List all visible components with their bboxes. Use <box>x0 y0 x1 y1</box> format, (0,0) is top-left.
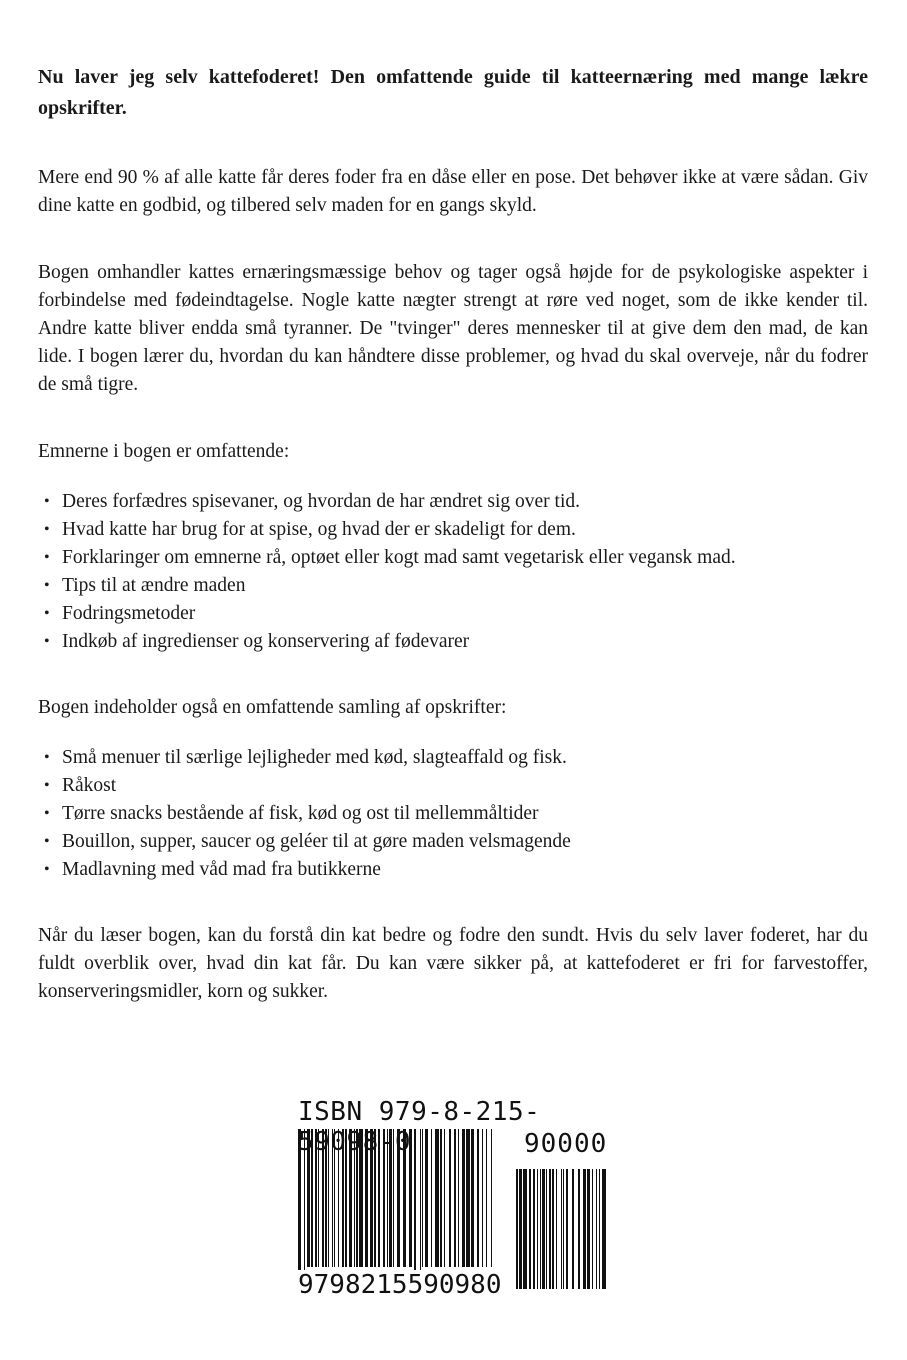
isbn-label: ISBN 979-8-215-59098-0 <box>298 1097 541 1157</box>
list-item-text: Deres forfædres spisevaner, og hvordan de har ændret sig over tid. <box>62 491 580 512</box>
bullet-icon: • <box>44 549 50 566</box>
bullet-icon: • <box>44 777 50 794</box>
intro-paragraph: Mere end 90 % af alle katte får deres foder fra en dåse eller en pose. Det behøver ikke at være sådan. Giv dine katte en godbid, og tilbered selv maden for en gangs skyld. <box>38 167 868 216</box>
barcode-bar <box>540 1169 541 1289</box>
recipe-item <box>38 828 868 856</box>
barcode-bar <box>549 1169 551 1289</box>
back-cover-text <box>38 62 868 1045</box>
topics-heading: Emnerne i bogen er omfattende: <box>38 441 290 462</box>
barcode-bar <box>556 1169 557 1289</box>
barcode-bar <box>365 1129 368 1267</box>
barcode-bar <box>374 1129 376 1267</box>
barcode-bar <box>345 1129 347 1267</box>
barcode-bar <box>315 1129 317 1267</box>
bullet-icon: • <box>44 749 50 766</box>
barcode-bar <box>342 1129 344 1267</box>
bullet-icon: • <box>44 861 50 878</box>
barcode-bar <box>466 1129 470 1267</box>
bullet-icon: • <box>44 805 50 822</box>
topic-item <box>38 488 868 516</box>
barcode-bar <box>420 1129 421 1279</box>
barcode-bar <box>523 1169 527 1289</box>
bullet-icon: • <box>44 605 50 622</box>
closing-paragraph: Når du læser bogen, kan du forstå din kat bedre og fodre den sundt. Hvis du selv laver foderet, har du fuldt overblik over, hvad din kat får. Du kan være sikker på, at kattefoderet er fri for farvestoffer, konserveringsmidler, korn og sukker. <box>38 925 868 1002</box>
bullet-icon: • <box>44 833 50 850</box>
list-item-text: Hvad katte har brug for at spise, og hvad der er skadeligt for dem. <box>62 519 576 540</box>
barcode-bar <box>482 1129 483 1267</box>
barcode-bar <box>322 1129 324 1267</box>
barcode-bar <box>533 1169 535 1289</box>
barcode-bar <box>304 1129 305 1279</box>
topic-item <box>38 516 868 544</box>
barcode-bar <box>462 1129 465 1267</box>
bullet-icon: • <box>44 577 50 594</box>
barcode-bar <box>602 1169 606 1289</box>
topic-item <box>38 572 868 600</box>
barcode-bar <box>563 1169 564 1289</box>
barcode-bar <box>356 1129 358 1267</box>
barcode-bar <box>397 1129 400 1267</box>
recipe-item <box>38 744 868 772</box>
barcode-bar <box>546 1169 547 1289</box>
topic-item <box>38 600 868 628</box>
barcode-bar <box>431 1129 432 1267</box>
topics-list <box>38 488 868 656</box>
barcode-bar <box>458 1129 459 1267</box>
list-item-text: Indkøb af ingredienser og konservering af fødevarer <box>62 631 470 652</box>
barcode-bar <box>334 1129 335 1267</box>
barcode-bar <box>444 1129 445 1267</box>
barcode-bar <box>529 1169 531 1289</box>
list-item-text: Bouillon, supper, saucer og geléer til at gøre maden velsmagende <box>62 831 571 852</box>
description-paragraph: Bogen omhandler kattes ernæringsmæssige behov og tager også højde for de psykologiske aspekter i forbindelse med fødeindtagelse. Nogle katte nægter strengt at røre ved noget, som de ikke kender til. Andre katte bliver endda små tyranner. De "tvinger" deres mennesker til at give dem den mad, de kan lide. I bogen lærer du, hvordan du kan håndtere disse problemer, og hvad du skal overveje, når du fodrer de små tigre. <box>38 262 868 395</box>
barcode-bar <box>491 1129 492 1267</box>
barcode-bar <box>354 1129 355 1267</box>
barcode-bar <box>387 1129 388 1267</box>
barcode-bar <box>583 1169 586 1289</box>
barcode-bar <box>349 1129 352 1267</box>
list-item-text: Tørre snacks bestående af fisk, kød og ost til mellemmåltider <box>62 803 539 824</box>
barcode-bar <box>542 1169 545 1289</box>
isbn-barcode <box>296 1097 616 1307</box>
barcode-bar <box>566 1169 568 1289</box>
barcode-bar <box>537 1169 538 1289</box>
list-item-text: Råkost <box>62 775 117 796</box>
ean-digits: 9798215590980 <box>298 1270 506 1300</box>
list-item-text: Tips til at ændre maden <box>62 575 246 596</box>
bullet-icon: • <box>44 521 50 538</box>
barcode-bar <box>414 1129 416 1279</box>
bullet-icon: • <box>44 493 50 510</box>
barcode-bar <box>471 1129 474 1267</box>
barcode-bar <box>307 1129 310 1267</box>
recipes-heading: Bogen indeholder også en omfattende samling af opskrifter: <box>38 697 507 718</box>
barcode-bar <box>561 1169 562 1289</box>
barcode-bar <box>516 1169 518 1289</box>
barcode-bar <box>596 1169 597 1289</box>
addon-digits: 90000 <box>524 1129 608 1159</box>
barcode-bar <box>435 1129 439 1267</box>
barcode-bar <box>409 1129 412 1267</box>
barcode-bar <box>383 1129 385 1267</box>
barcode-bar <box>425 1129 428 1267</box>
topic-item <box>38 628 868 656</box>
list-item-text: Små menuer til særlige lejligheder med kød, slagteaffald og fisk. <box>62 747 567 768</box>
recipe-item <box>38 772 868 800</box>
barcode-bar <box>403 1129 406 1267</box>
barcode-bar <box>318 1129 319 1267</box>
barcode-bar <box>393 1129 394 1267</box>
barcode-bar <box>370 1129 373 1267</box>
list-item-text: Madlavning med våd mad fra butikkerne <box>62 859 381 880</box>
topic-item <box>38 544 868 572</box>
barcode-bar <box>338 1129 339 1267</box>
barcode-bar <box>592 1169 593 1289</box>
list-item-text: Forklaringer om emnerne rå, optøet eller kogt mad samt vegetarisk eller vegansk mad. <box>62 547 736 568</box>
barcode-bar <box>486 1129 487 1267</box>
barcode-bar <box>599 1169 600 1289</box>
barcode-bar <box>378 1129 380 1267</box>
barcode-bar <box>298 1129 301 1279</box>
barcode-bar <box>422 1129 423 1267</box>
list-item-text: Fodringsmetoder <box>62 603 196 624</box>
barcode-bar <box>359 1129 363 1267</box>
barcode-bar <box>454 1129 456 1267</box>
barcode-bar <box>332 1129 333 1267</box>
barcode-bar <box>440 1129 442 1267</box>
barcode-bar <box>572 1169 574 1289</box>
recipe-item <box>38 800 868 828</box>
bullet-icon: • <box>44 633 50 650</box>
barcode-bar <box>519 1169 522 1289</box>
recipes-list <box>38 744 868 884</box>
barcode-bar <box>578 1169 580 1289</box>
barcode-bar <box>449 1129 451 1267</box>
barcode-bar <box>311 1129 313 1267</box>
barcode-bar <box>587 1169 590 1289</box>
barcode-bar <box>325 1129 327 1267</box>
barcode-bar <box>477 1129 479 1267</box>
recipe-item <box>38 856 868 884</box>
barcode-bar <box>389 1129 392 1267</box>
barcode-bar <box>328 1129 329 1267</box>
barcode-bar <box>552 1169 554 1289</box>
book-title: Nu laver jeg selv kattefoderet! Den omfattende guide til katteernæring med mange lækre opskrifter. <box>38 66 868 119</box>
